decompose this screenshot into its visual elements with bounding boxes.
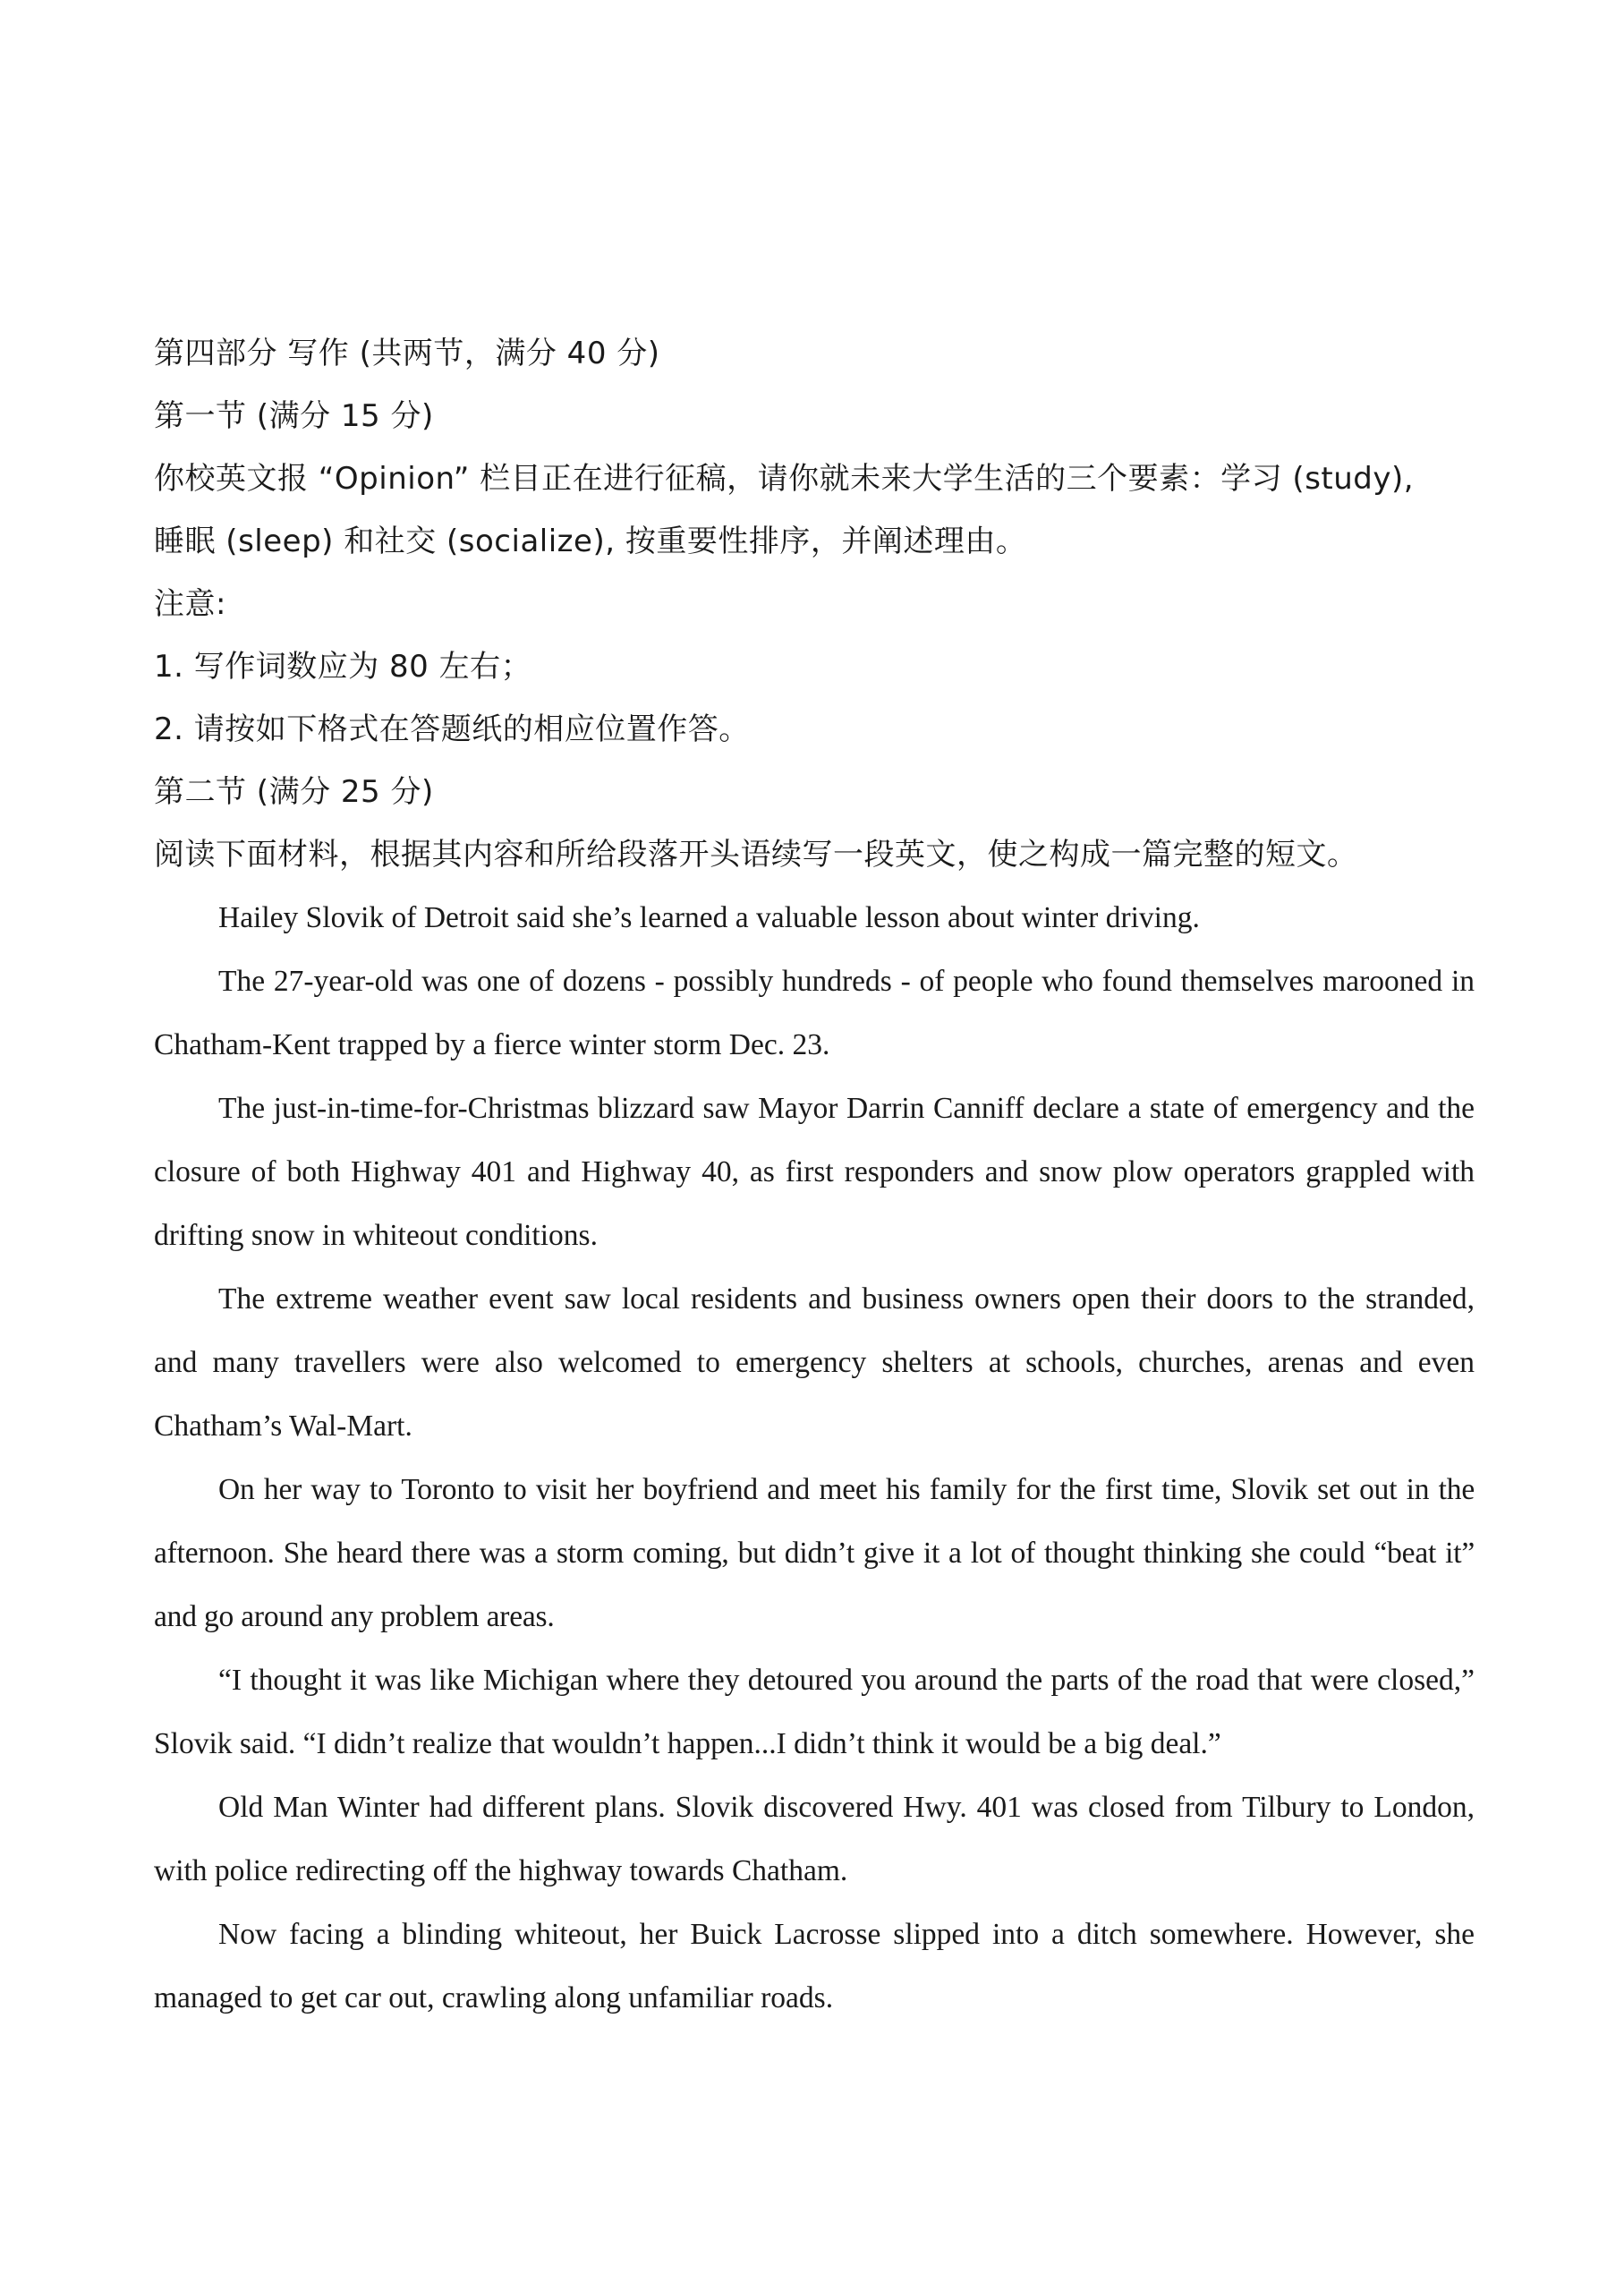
story-paragraph-2: The 27-year-old was one of dozens - possibly hundreds - of people who found themselves marooned in Chatham-Kent trapped by a fierce winter storm Dec. 23.: [154, 965, 1475, 1061]
section2-instruction: 阅读下面材料，根据其内容和所给段落开头语续写一段英文，使之构成一篇完整的短文。: [154, 837, 1358, 873]
part4-title: 第四部分 写作 (共两节，满分 40 分): [154, 336, 660, 371]
story-paragraph-6: “I thought it was like Michigan where they detoured you around the parts of the road that were closed,” Slovik said. “I didn’t realize that wouldn’t happen...I didn’t think it would be a big deal.”: [154, 1664, 1475, 1760]
story-paragraph-3: The just-in-time-for-Christmas blizzard saw Mayor Darrin Canniff declare a state of emergency and the closure of both Highway 401 and Highway 40, as first responders and snow plow operators grappled with drifting snow in whiteout conditions.: [154, 1092, 1475, 1252]
note-1: 1. 写作词数应为 80 左右；: [154, 649, 532, 685]
story-paragraph-7: Old Man Winter had different plans. Slovik discovered Hwy. 401 was closed from Tilbury to London, with police redirecting off the highway towards Chatham.: [154, 1791, 1475, 1887]
story-paragraph-4: The extreme weather event saw local residents and business owners open their doors to the stranded, and many travellers were also welcomed to emergency shelters at schools, churches, arenas and even Chatham’s Wal-Mart.: [154, 1282, 1475, 1443]
notes-label: 注意:: [154, 586, 226, 622]
section1-prompt-line2: 睡眠 (sleep) 和社交 (socialize), 按重要性排序，并阐述理由。: [154, 524, 1027, 559]
section1-prompt-line1: 你校英文报 “Opinion” 栏目正在进行征稿，请你就未来大学生活的三个要素：学习 (study),: [154, 461, 1415, 497]
section1-title: 第一节 (满分 15 分): [154, 398, 434, 434]
story-paragraph-5: On her way to Toronto to visit her boyfriend and meet his family for the first time, Slovik set out in the afternoon. She heard there was a storm coming, but didn’t give it a lot of thought thinking she could “beat it” and go around any problem areas.: [154, 1473, 1475, 1633]
note-2: 2. 请按如下格式在答题纸的相应位置作答。: [154, 711, 750, 747]
section2-title: 第二节 (满分 25 分): [154, 774, 434, 810]
exam-page: [154, 322, 1475, 2030]
story-paragraph-8: Now facing a blinding whiteout, her Buick Lacrosse slipped into a ditch somewhere. However, she managed to get car out, crawling along unfamiliar roads.: [154, 1918, 1475, 2014]
story-paragraph-1: Hailey Slovik of Detroit said she’s learned a valuable lesson about winter driving.: [218, 901, 1200, 934]
